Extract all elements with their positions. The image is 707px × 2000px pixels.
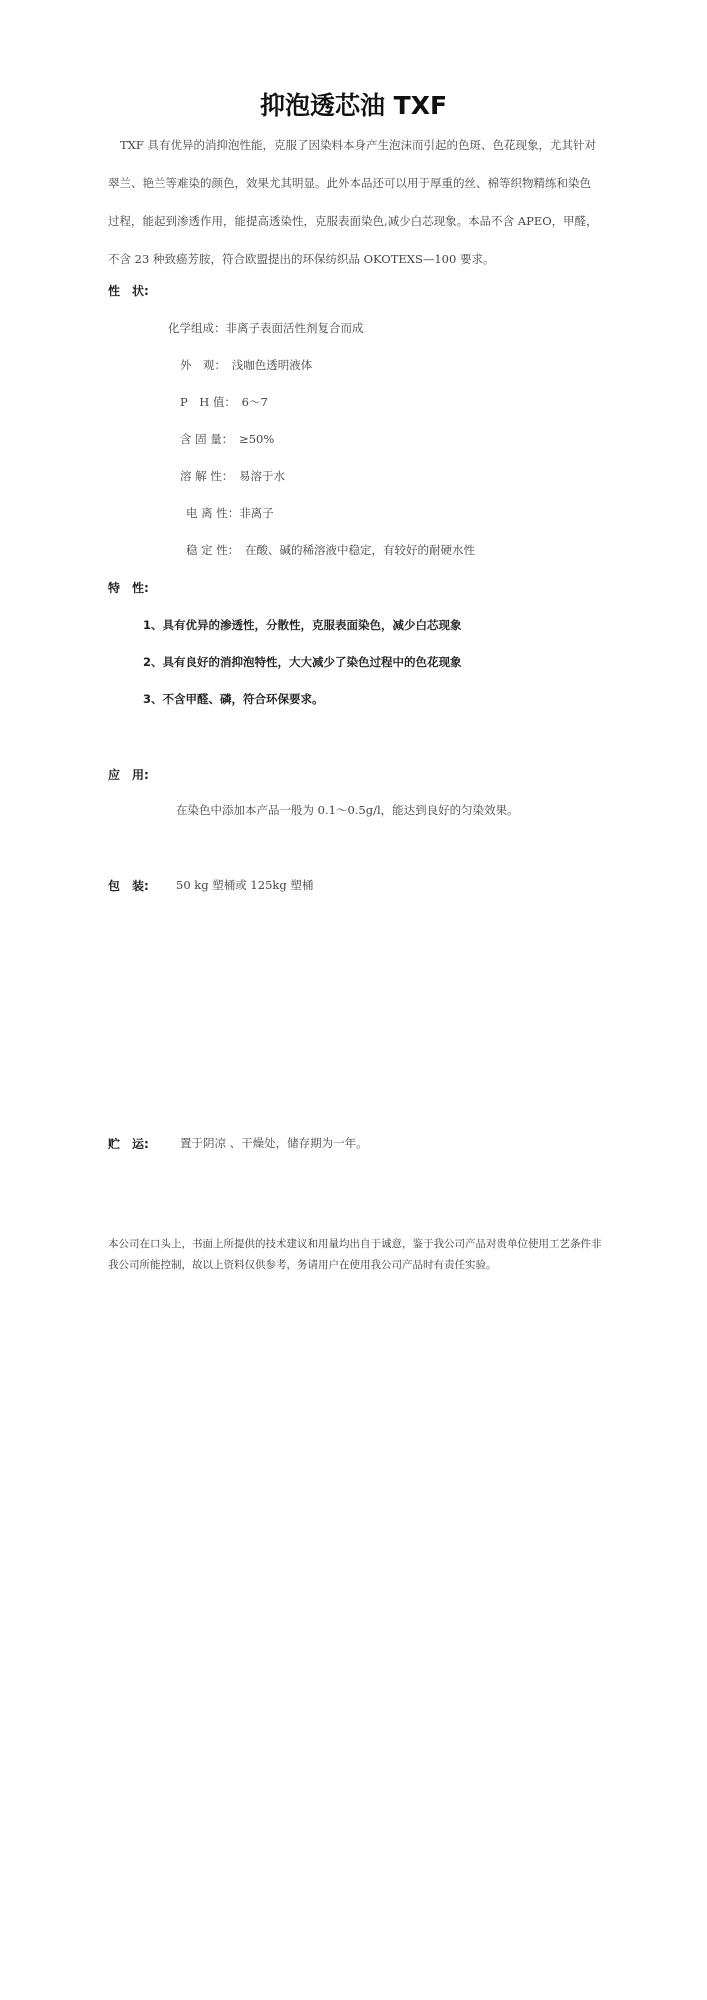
storage-heading: 贮 运: (108, 1137, 149, 1151)
packaging-heading: 包 装: (108, 879, 149, 893)
application-text: 在染色中添加本产品一般为 0.1～0.5g/l，能达到良好的匀染效果。 (176, 803, 519, 817)
features-heading: 特 性: (108, 581, 149, 595)
packaging-text: 50 kg 塑桶或 125kg 塑桶 (176, 878, 314, 892)
property-stability: 稳 定 性： 在酸、碱的稀溶液中稳定，有较好的耐硬水性 (186, 543, 476, 557)
application-heading: 应 用: (108, 768, 149, 782)
properties-heading: 性 状: (108, 284, 149, 298)
property-ionicity: 电 离 性：非离子 (186, 506, 274, 520)
feature-item-2: 2、具有良好的消抑泡特性，大大减少了染色过程中的色花现象 (143, 655, 462, 669)
feature-item-3: 3、不含甲醛、磷，符合环保要求。 (143, 692, 324, 706)
intro-paragraph: TXF 具有优异的消抑泡性能，克服了因染料本身产生泡沫而引起的色斑、色花现象，尤其针对翠兰、艳兰等难染的颜色，效果尤其明显。此外本品还可以用于厚重的丝、棉等织物精练和染色过程，能起到渗透作用，能提高透染性，克服表面染色,减少白芯现象。本品不含 APEO，甲醛，不含 23 种致癌芳胺，符合欧盟提出的环保纺织品 OKOTEXS—100 要求。 (108, 138, 598, 266)
property-solubility: 溶 解 性： 易溶于水 (180, 469, 286, 483)
property-appearance: 外 观： 浅咖色透明液体 (180, 358, 313, 372)
feature-item-1: 1、具有优异的渗透性，分散性，克服表面染色，减少白芯现象 (143, 618, 462, 632)
disclaimer-text: 本公司在口头上，书面上所提供的技术建议和用量均出自于诚意，鉴于我公司产品对贵单位使用工艺条件非我公司所能控制，故以上资料仅供参考，务请用户在使用我公司产品时有责任实验。 (108, 1238, 602, 1271)
property-solid-content: 含 固 量： ≥50% (180, 432, 275, 446)
storage-text: 置于阴凉 、干燥处，储存期为一年。 (180, 1136, 368, 1150)
property-ph: P H 值： 6～7 (180, 395, 268, 409)
property-composition: 化学组成：非离子表面活性剂复合而成 (168, 321, 364, 335)
document-title: 抑泡透芯油 TXF (259, 91, 448, 120)
